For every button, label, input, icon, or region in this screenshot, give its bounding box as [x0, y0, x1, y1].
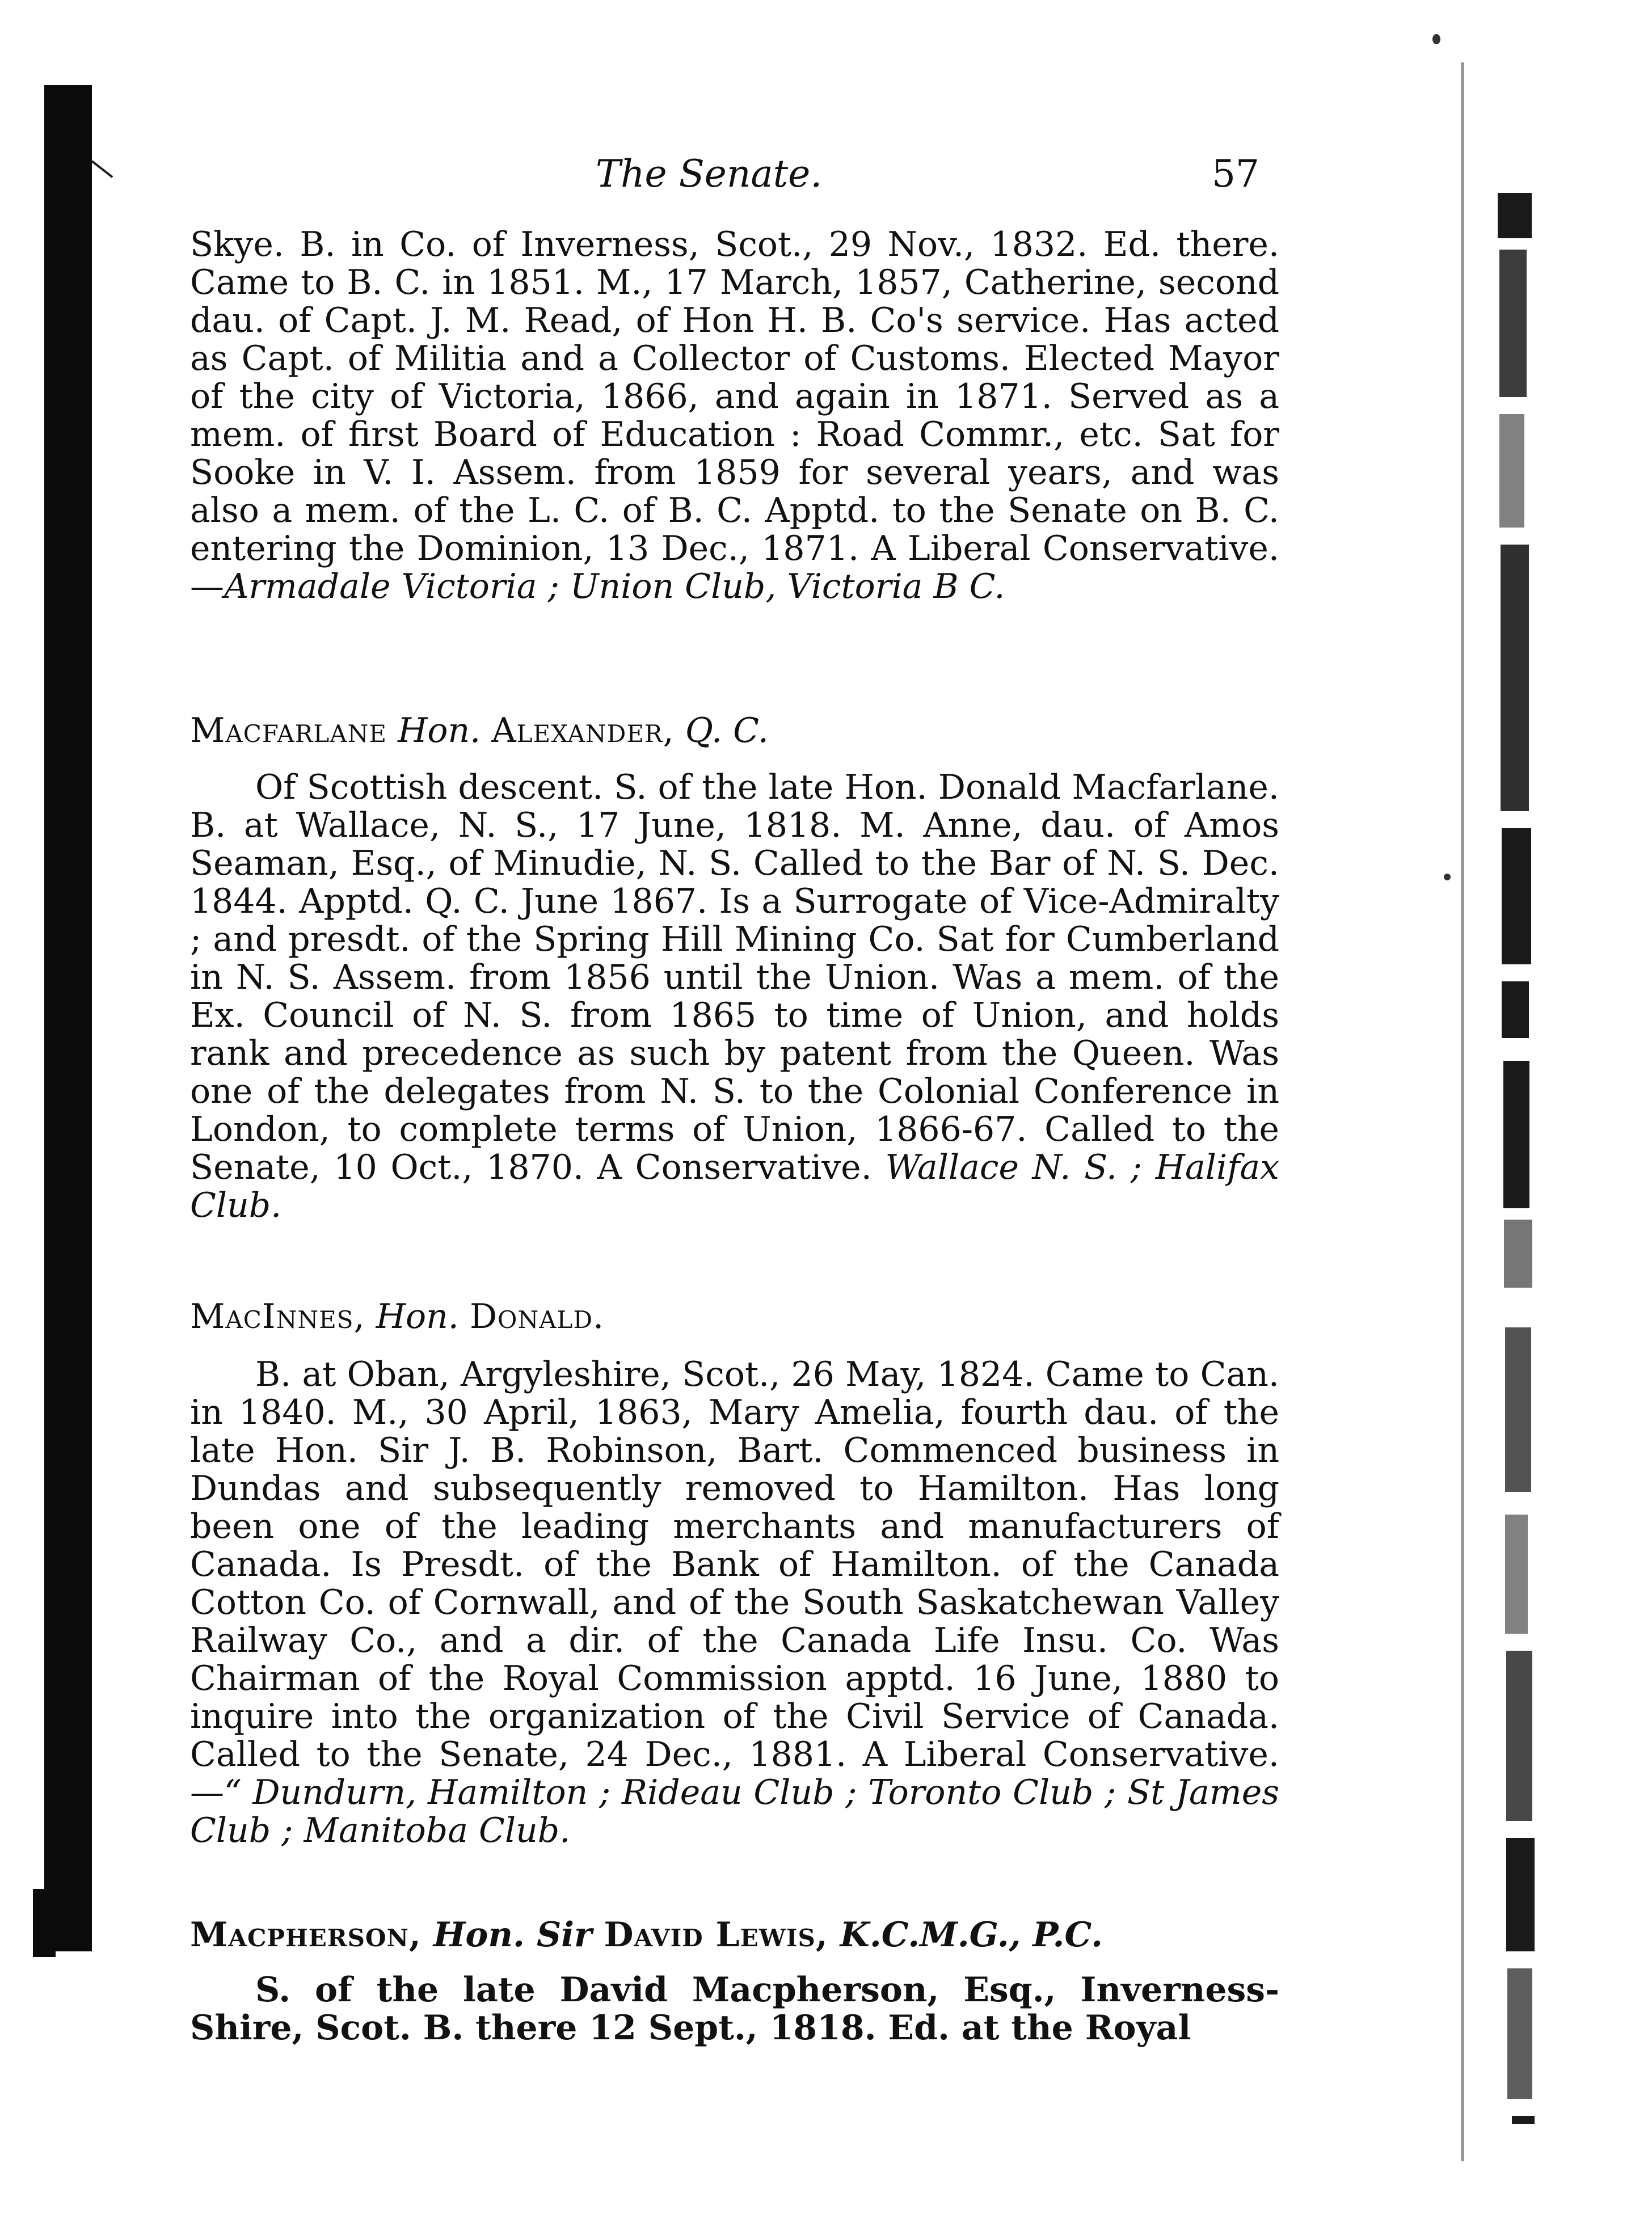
running-title: The Senate.	[596, 152, 823, 196]
entry-suffix: Q. C.	[685, 711, 769, 750]
entry-body: B. at Oban, Argyleshire, Scot., 26 May, 1824. Came to Can. in 1840. M., 30 April, 1863, Mary Amelia, fourth dau. of the late Hon. Sir J. B. Robinson, Bart. Commenced business in Dundas and subsequently removed to Hamilton. Has long been one of the leading merchants and manufacturers of Canada. Is Presdt. of the Bank of Hamilton. of the Canada Cotton Co. of Cornwall, and of the South Saskatchewan Valley Railway Co., and a dir. of the Canada Life Insu. Co. Was Chairman of the Royal Commission apptd. 16 June, 1880 to inquire into the organization of the Civil Service of Canada. Called to the Senate, 24 Dec., 1881. A Liberal Conservative.—	[190, 1355, 1279, 1812]
entry-surname: Macpherson,	[190, 1915, 422, 1955]
entry-given-name: David Lewis,	[604, 1915, 828, 1955]
scan-binding-notch	[33, 1889, 56, 1957]
entry-given-name: Donald.	[469, 1297, 605, 1336]
entry-heading-macpherson	[190, 1916, 1103, 1954]
biography-entry-macpherson	[190, 1971, 1279, 2047]
entry-residence: Wallace N. S. ; Halifax Club.	[190, 1148, 1279, 1225]
running-header	[193, 149, 1259, 200]
entry-body: Of Scottish descent. S. of the late Hon. Donald Macfarlane. B. at Wallace, N. S., 17 June, 1818. M. Anne, dau. of Amos Seaman, Esq., of Minudie, N. S. Called to the Bar of N. S. Dec. 1844. Apptd. Q. C. June 1867. Is a Surrogate of Vice-Admiralty ; and presdt. of the Spring Hill Mining Co. Sat for Cumberland in N. S. Assem. from 1856 until the Union. Was a mem. of the Ex. Council of N. S. from 1865 to time of Union, and holds rank and precedence as such by patent from the Queen. Was one of the delegates from N. S. to the Colonial Conference in London, to complete terms of Union, 1866-67. Called to the Senate, 10 Oct., 1870. A Conservative.	[190, 768, 1279, 1187]
entry-body: S. of the late David Macpherson, Esq., Inverness-Shire, Scot. B. there 12 Sept., 1818. Ed. at the Royal	[190, 1970, 1279, 2048]
scan-binding-shadow	[44, 85, 92, 1951]
entry-suffix: K.C.M.G., P.C.	[840, 1915, 1103, 1955]
entry-residence: Armadale Victoria ; Union Club, Victoria B C.	[224, 567, 1005, 606]
entry-honorific: Hon.	[376, 1297, 459, 1336]
entry-heading-macinnes	[190, 1298, 604, 1336]
entry-residence: “ Dundurn, Hamilton ; Rideau Club ; Toronto Club ; St James Club ; Manitoba Club.	[190, 1773, 1279, 1850]
entry-honorific: Hon.	[398, 711, 481, 750]
entry-given-name: Alexander,	[491, 711, 675, 750]
entry-body: Skye. B. in Co. of Inverness, Scot., 29 Nov., 1832. Ed. there. Came to B. C. in 1851. M., 17 March, 1857, Catherine, second dau. of Capt. J. M. Read, of Hon H. B. Co's service. Has acted as Capt. of Militia and a Collector of Customs. Elected Mayor of the city of Victoria, 1866, and again in 1871. Served as a mem. of first Board of Education : Road Commr., etc. Sat for Sooke in V. I. Assem. from 1859 for several years, and was also a mem. of the L. C. of B. C. Apptd. to the Senate on B. C. entering the Dominion, 13 Dec., 1871. A Liberal Conservative.—	[190, 225, 1279, 606]
scan-right-edge	[1449, 62, 1620, 2195]
scan-margin-mark	[91, 160, 113, 178]
biography-entry-continued	[190, 226, 1279, 606]
biography-entry-macinnes	[190, 1356, 1279, 1850]
biography-entry-macfarlane	[190, 769, 1279, 1225]
entry-surname: MacInnes,	[190, 1297, 365, 1336]
page-number: 57	[1212, 152, 1259, 196]
entry-honorific: Hon. Sir	[433, 1915, 592, 1955]
entry-heading-macfarlane	[190, 712, 769, 750]
entry-surname: Macfarlane	[190, 711, 387, 750]
